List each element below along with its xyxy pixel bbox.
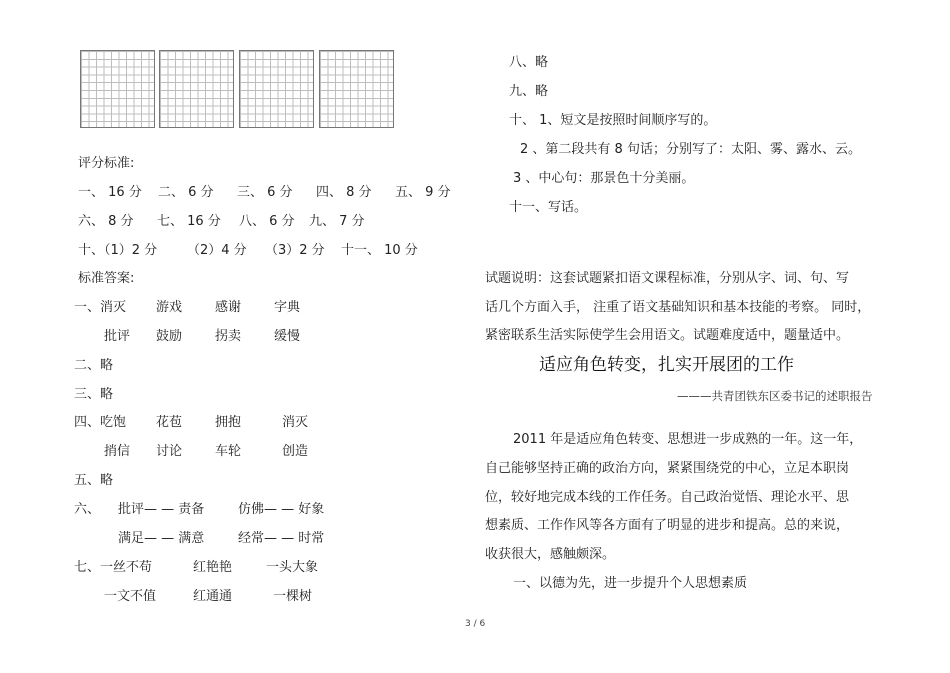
score-item: 九、 7 分	[309, 214, 365, 229]
answer-item: 四、吃饱	[74, 415, 127, 430]
report-paragraph-line: 自己能够坚持正确的政治方向，紧紧围绕党的中心，立足本职岗	[485, 461, 850, 476]
answer-item: 感谢	[215, 300, 242, 315]
notes-line: 试题说明：这套试题紧扣语文课程标准，分别从字、词、句、写	[485, 271, 850, 286]
page-number: 3 / 6	[465, 619, 486, 629]
score-item: （3）2 分	[265, 243, 325, 258]
answer-item: 字典	[274, 300, 301, 315]
answer-item: 消灭	[282, 415, 309, 430]
answer-item: 一棵树	[273, 589, 313, 604]
answer-item: 鼓励	[156, 329, 183, 344]
answer-item: 拥抱	[215, 415, 242, 430]
answer-item: 捎信	[104, 444, 131, 459]
answer-item: 拐卖	[215, 329, 242, 344]
score-item: 五、 9 分	[395, 185, 451, 200]
score-item: 三、 6 分	[237, 185, 293, 200]
answer-item: 批评— — 责备	[118, 502, 205, 517]
answer-item: 车轮	[215, 444, 242, 459]
score-item: 八、 6 分	[239, 214, 295, 229]
answer-item: 五、略	[74, 473, 114, 488]
report-title: 适应角色转变，扎实开展团的工作	[539, 355, 794, 375]
writing-grid-1	[80, 50, 155, 128]
score-item: 二、 6 分	[158, 185, 214, 200]
answer-item: 红艳艳	[193, 560, 233, 575]
answer-item: 三、略	[74, 387, 114, 402]
score-item: 六、 8 分	[78, 214, 134, 229]
writing-grid-2	[159, 50, 234, 128]
report-paragraph-line: 位，较好地完成本线的工作任务。自己政治觉悟、理论水平、思	[485, 490, 850, 505]
answer-item: 创造	[282, 444, 309, 459]
answer-item: 二、略	[74, 358, 114, 373]
answer-item: 仿佛— — 好象	[238, 502, 325, 517]
answer-item: 九、略	[509, 84, 549, 99]
writing-grid-3	[239, 50, 314, 128]
notes-line: 话几个方面入手， 注重了语文基础知识和基本技能的考察。 同时，	[485, 300, 871, 315]
answer-title: 标准答案:	[78, 271, 135, 286]
answer-item: 一头大象	[266, 560, 319, 575]
answer-item: 七、一丝不苟	[74, 560, 153, 575]
answer-item: 讨论	[156, 444, 183, 459]
section-heading: 一、以德为先，进一步提升个人思想素质	[513, 576, 748, 591]
report-paragraph-line: 2011 年是适应角色转变、思想进一步成熟的一年。这一年，	[513, 432, 863, 447]
answer-item: 满足— — 满意	[118, 531, 205, 546]
answer-item: 游戏	[156, 300, 183, 315]
score-item: 一、 16 分	[78, 185, 142, 200]
answer-item: 一、消灭	[74, 300, 127, 315]
score-item: 十、（1）2 分	[78, 243, 158, 258]
score-item: 十一、 10 分	[341, 243, 418, 258]
writing-grid-4	[319, 50, 394, 128]
answer-item: 缓慢	[274, 329, 301, 344]
answer-item: 十、 1、短文是按照时间顺序写的。	[509, 113, 717, 128]
score-item: （2）4 分	[187, 243, 247, 258]
answer-item: 十一、写话。	[509, 200, 588, 215]
report-paragraph-line: 收获很大，感触颇深。	[485, 547, 616, 562]
answer-item: 一文不值	[104, 589, 157, 604]
report-subtitle: ———共青团铁东区委书记的述职报告	[677, 389, 873, 403]
answer-item: 花苞	[156, 415, 183, 430]
answer-item: 红通通	[193, 589, 233, 604]
answer-item: 2 、第二段共有 8 句话；分别写了：太阳、雾、露水、云。	[520, 142, 861, 157]
answer-item: 3 、中心句：那景色十分美丽。	[513, 171, 695, 186]
score-item: 四、 8 分	[316, 185, 372, 200]
report-paragraph-line: 想素质、工作作风等各方面有了明显的进步和提高。总的来说，	[485, 518, 850, 533]
score-item: 七、 16 分	[157, 214, 221, 229]
answer-item: 八、略	[509, 55, 549, 70]
answer-item: 经常— — 时常	[238, 531, 325, 546]
notes-line: 紧密联系生活实际使学生会用语文。试题难度适中，题量适中。	[485, 328, 850, 343]
score-title: 评分标准:	[78, 156, 135, 171]
answer-item: 六、	[74, 502, 101, 517]
answer-item: 批评	[104, 329, 131, 344]
